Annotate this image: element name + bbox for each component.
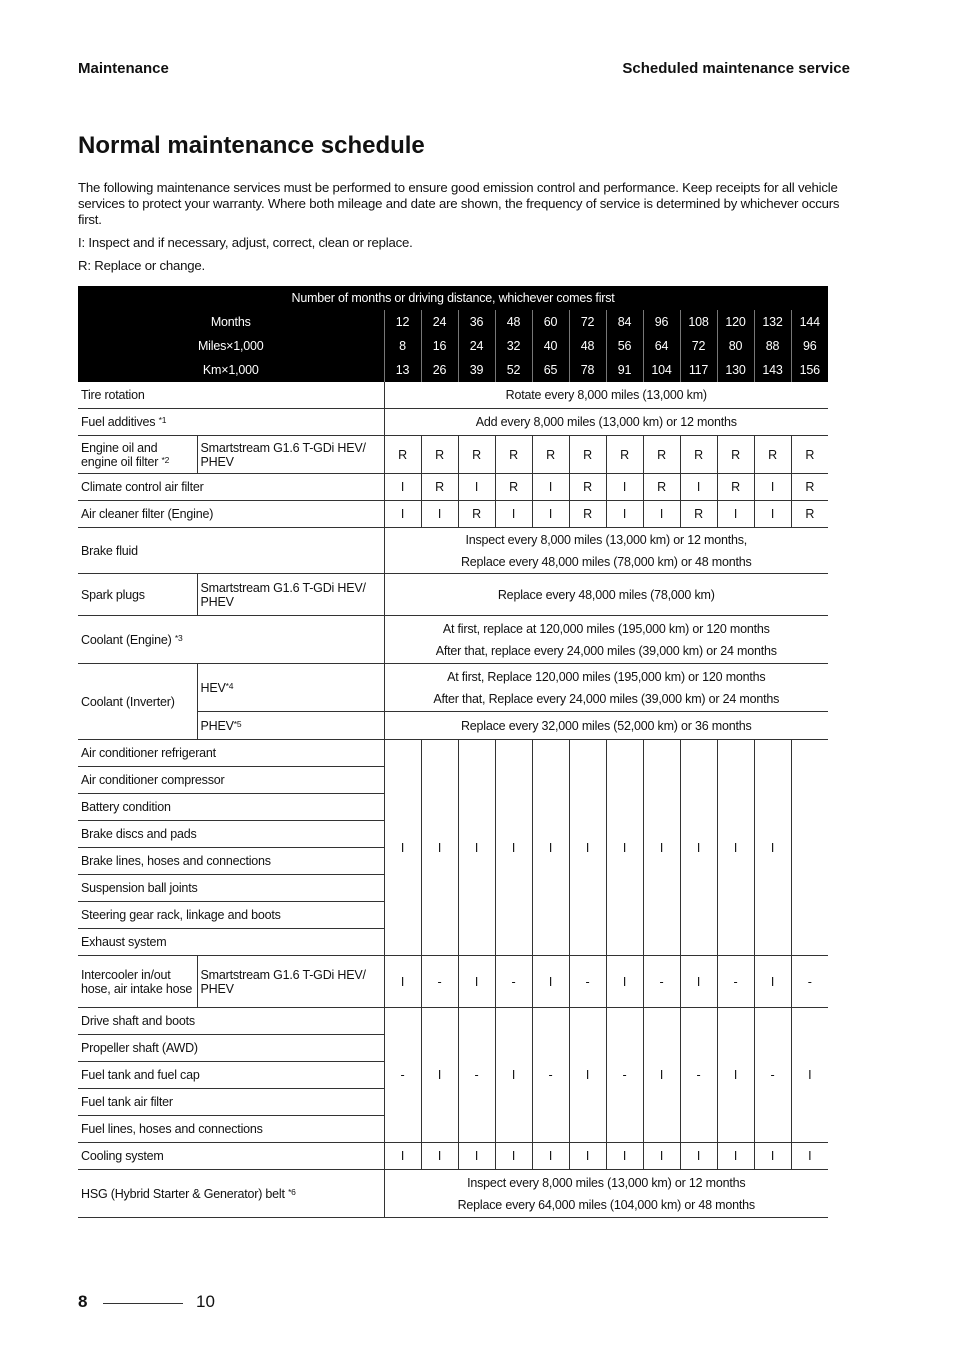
row-text: Rotate every 8,000 miles (13,000 km) xyxy=(384,382,828,409)
interval-value: I xyxy=(754,740,791,956)
interval-value: - xyxy=(384,1008,421,1143)
interval-value: - xyxy=(717,956,754,1008)
table-row xyxy=(78,1008,828,1035)
footnote-marker: *3 xyxy=(174,632,183,643)
interval-value: - xyxy=(421,956,458,1008)
interval-value: R xyxy=(458,501,495,528)
row-label: Brake lines, hoses and connections xyxy=(78,848,384,875)
row-text: Replace every 32,000 miles (52,000 km) or 36 months xyxy=(384,712,828,740)
interval-value: I xyxy=(680,1143,717,1170)
row-label: Climate control air filter xyxy=(78,474,384,501)
interval-value: I xyxy=(754,501,791,528)
interval-label: Miles×1,000 xyxy=(78,334,384,358)
table-row xyxy=(78,501,828,528)
interval-header-value: 96 xyxy=(643,310,680,334)
interval-value: R xyxy=(717,436,754,474)
interval-value: - xyxy=(495,956,532,1008)
legend-replace: R: Replace or change. xyxy=(78,258,206,273)
interval-value: I xyxy=(495,740,532,956)
intro-text xyxy=(78,180,850,281)
footnote-marker: *1 xyxy=(158,415,167,425)
row-label: Coolant (Inverter) xyxy=(78,664,197,740)
maintenance-schedule-table xyxy=(78,286,828,1218)
row-label: Fuel lines, hoses and connections xyxy=(78,1116,384,1143)
engine-label xyxy=(197,664,384,712)
interval-value: I xyxy=(680,740,717,956)
interval-header-value: 117 xyxy=(680,358,717,382)
row-label-text: Coolant (Engine) xyxy=(81,632,175,647)
interval-value: I xyxy=(532,1143,569,1170)
interval-value: - xyxy=(791,956,828,1008)
legend-inspect: I: Inspect and if necessary, adjust, correct, clean or replace. xyxy=(78,235,413,250)
interval-value: R xyxy=(754,436,791,474)
interval-header-value: 144 xyxy=(791,310,828,334)
interval-value: I xyxy=(606,474,643,501)
interval-header-value: 40 xyxy=(532,334,569,358)
page-footer xyxy=(78,1292,278,1316)
interval-value: I xyxy=(532,474,569,501)
row-label: Drive shaft and boots xyxy=(78,1008,384,1035)
interval-header-value: 88 xyxy=(754,334,791,358)
interval-header-value: 8 xyxy=(384,334,421,358)
row-label: Steering gear rack, linkage and boots xyxy=(78,902,384,929)
interval-header-value: 80 xyxy=(717,334,754,358)
interval-header-value: 60 xyxy=(532,310,569,334)
page-number-secondary: 10 xyxy=(196,1292,215,1311)
row-label-text xyxy=(81,455,194,469)
table-row xyxy=(78,409,828,436)
table-row xyxy=(78,1143,828,1170)
interval-value: I xyxy=(643,740,680,956)
interval-value: I xyxy=(717,1008,754,1143)
row-label: Air conditioner refrigerant xyxy=(78,740,384,767)
interval-header-value: 96 xyxy=(791,334,828,358)
interval-value: I xyxy=(384,740,421,956)
table-row xyxy=(78,664,828,712)
interval-header-value: 24 xyxy=(458,334,495,358)
interval-label: Months xyxy=(78,310,384,334)
cell-line: After that, replace every 24,000 miles (39,000 km) or 24 months xyxy=(435,643,777,658)
interval-value: - xyxy=(458,1008,495,1143)
row-label: Suspension ball joints xyxy=(78,875,384,902)
table-row xyxy=(78,956,828,1008)
row-label: Tire rotation xyxy=(78,382,384,409)
row-label-text: HSG (Hybrid Starter & Generator) belt xyxy=(81,1186,289,1201)
interval-header-value: 16 xyxy=(421,334,458,358)
section-title: Maintenance xyxy=(78,60,169,77)
empty-cell xyxy=(791,740,828,956)
interval-header-value: 120 xyxy=(717,310,754,334)
interval-value: I xyxy=(421,501,458,528)
cell-line: Replace every 48,000 miles (78,000 km) or 48 months xyxy=(460,554,752,569)
table-row xyxy=(78,1170,828,1218)
interval-value: I xyxy=(754,956,791,1008)
interval-value: - xyxy=(569,956,606,1008)
intro-paragraph: The following maintenance services must be performed to ensure good emission control and performance. Keep receipts for all vehicle services to protect your warranty. Where both mileage and date are shown, the frequency of service is determined by whichever occurs first. xyxy=(78,180,840,227)
row-label: Intercooler in/out hose, air intake hose xyxy=(78,956,197,1008)
row-label-text: Engine oil and xyxy=(81,440,158,455)
row-label: Brake fluid xyxy=(78,528,384,574)
table-row xyxy=(78,436,828,474)
interval-value: I xyxy=(532,501,569,528)
interval-value: I xyxy=(717,740,754,956)
row-label-text: Fuel additives xyxy=(81,415,159,429)
engine-label: Smartstream G1.6 T-GDi HEV/ PHEV xyxy=(197,436,384,474)
interval-value: I xyxy=(532,740,569,956)
footnote-marker: *2 xyxy=(161,454,170,465)
interval-value: I xyxy=(384,1143,421,1170)
interval-value: - xyxy=(606,1008,643,1143)
row-label xyxy=(78,409,384,436)
interval-value: I xyxy=(643,501,680,528)
interval-header-value: 64 xyxy=(643,334,680,358)
interval-header-value: 12 xyxy=(384,310,421,334)
cell-line: Inspect every 8,000 miles (13,000 km) or 12 months xyxy=(467,1175,746,1190)
row-label xyxy=(78,1170,384,1218)
interval-header-value: 36 xyxy=(458,310,495,334)
interval-header-value: 130 xyxy=(717,358,754,382)
row-label: Brake discs and pads xyxy=(78,821,384,848)
interval-value: I xyxy=(717,1143,754,1170)
interval-value: R xyxy=(495,474,532,501)
chapter-title: Scheduled maintenance service xyxy=(622,60,850,77)
interval-value: R xyxy=(643,474,680,501)
interval-header-value: 72 xyxy=(569,310,606,334)
cell-line: After that, Replace every 24,000 miles (39,000 km) or 24 months xyxy=(433,691,780,706)
interval-header-value: 56 xyxy=(606,334,643,358)
interval-value: R xyxy=(569,474,606,501)
interval-value: I xyxy=(569,1143,606,1170)
interval-value: I xyxy=(458,474,495,501)
page-header xyxy=(78,60,850,80)
interval-value: I xyxy=(643,1143,680,1170)
interval-value: R xyxy=(791,474,828,501)
row-label: Spark plugs xyxy=(78,574,197,616)
cell-line: Replace every 64,000 miles (104,000 km) or 48 months xyxy=(457,1197,755,1212)
footer-divider xyxy=(103,1303,183,1304)
interval-value: I xyxy=(421,1008,458,1143)
interval-value: I xyxy=(458,956,495,1008)
table-row xyxy=(78,382,828,409)
footnote-marker: *4 xyxy=(225,680,234,691)
row-label-text: PHEV xyxy=(200,718,234,733)
row-label-text: HEV xyxy=(200,680,226,695)
row-label: Battery condition xyxy=(78,794,384,821)
interval-value: R xyxy=(532,436,569,474)
interval-value: R xyxy=(569,436,606,474)
interval-value: I xyxy=(495,501,532,528)
engine-label: Smartstream G1.6 T-GDi HEV/ PHEV xyxy=(197,574,384,616)
cell-line: Inspect every 8,000 miles (13,000 km) or 12 months, xyxy=(465,532,748,547)
interval-value: I xyxy=(680,956,717,1008)
cell-line: At first, replace at 120,000 miles (195,000 km) or 120 months xyxy=(442,621,770,636)
interval-value: I xyxy=(532,956,569,1008)
row-text xyxy=(384,664,828,712)
interval-value: R xyxy=(606,436,643,474)
row-label: Cooling system xyxy=(78,1143,384,1170)
interval-header-value: 104 xyxy=(643,358,680,382)
interval-value: I xyxy=(569,1008,606,1143)
row-label: Exhaust system xyxy=(78,929,384,956)
interval-value: R xyxy=(495,436,532,474)
interval-value: I xyxy=(495,1143,532,1170)
row-label xyxy=(78,616,384,664)
interval-header-value: 65 xyxy=(532,358,569,382)
interval-value: I xyxy=(569,740,606,956)
interval-row xyxy=(78,310,828,334)
interval-value: I xyxy=(421,1143,458,1170)
interval-value: I xyxy=(421,740,458,956)
table-row xyxy=(78,740,828,767)
row-label-text: engine oil filter xyxy=(81,454,162,469)
page-number: 8 xyxy=(78,1292,88,1311)
interval-value: I xyxy=(606,501,643,528)
row-label: Air cleaner filter (Engine) xyxy=(78,501,384,528)
interval-header-value: 72 xyxy=(680,334,717,358)
interval-value: R xyxy=(791,436,828,474)
interval-value: - xyxy=(680,1008,717,1143)
interval-header-value: 48 xyxy=(569,334,606,358)
interval-value: R xyxy=(384,436,421,474)
interval-value: R xyxy=(680,501,717,528)
interval-header-value: 39 xyxy=(458,358,495,382)
table-row xyxy=(78,574,828,616)
interval-header-value: 78 xyxy=(569,358,606,382)
interval-value: I xyxy=(458,1143,495,1170)
interval-value: - xyxy=(532,1008,569,1143)
interval-value: I xyxy=(384,956,421,1008)
interval-value: R xyxy=(458,436,495,474)
table-row xyxy=(78,528,828,574)
interval-value: I xyxy=(458,740,495,956)
footnote-marker: *5 xyxy=(233,718,242,729)
interval-header-value: 91 xyxy=(606,358,643,382)
interval-header-value: 108 xyxy=(680,310,717,334)
interval-value: - xyxy=(754,1008,791,1143)
interval-value: I xyxy=(606,740,643,956)
interval-header-value: 24 xyxy=(421,310,458,334)
interval-header-value: 143 xyxy=(754,358,791,382)
row-label: Air conditioner compressor xyxy=(78,767,384,794)
row-label xyxy=(78,436,197,474)
interval-value: R xyxy=(791,501,828,528)
interval-value: R xyxy=(421,474,458,501)
interval-value: R xyxy=(569,501,606,528)
row-text: Replace every 48,000 miles (78,000 km) xyxy=(384,574,828,616)
table-top-header: Number of months or driving distance, whichever comes first xyxy=(78,286,828,310)
interval-value: - xyxy=(643,956,680,1008)
row-label: Fuel tank air filter xyxy=(78,1089,384,1116)
interval-header-value: 132 xyxy=(754,310,791,334)
interval-value: I xyxy=(643,1008,680,1143)
page-title: Normal maintenance schedule xyxy=(78,132,425,159)
table-row xyxy=(78,474,828,501)
engine-label: Smartstream G1.6 T-GDi HEV/ PHEV xyxy=(197,956,384,1008)
interval-header-value: 32 xyxy=(495,334,532,358)
interval-value: I xyxy=(384,501,421,528)
interval-header-value: 13 xyxy=(384,358,421,382)
row-label: Fuel tank and fuel cap xyxy=(78,1062,384,1089)
engine-label xyxy=(197,712,384,740)
interval-value: I xyxy=(754,474,791,501)
interval-header-value: 52 xyxy=(495,358,532,382)
cell-line: At first, Replace 120,000 miles (195,000 km) or 120 months xyxy=(447,669,766,684)
interval-header-value: 48 xyxy=(495,310,532,334)
header-row xyxy=(78,286,828,310)
interval-value: I xyxy=(791,1008,828,1143)
interval-value: R xyxy=(643,436,680,474)
row-text xyxy=(384,528,828,574)
interval-value: I xyxy=(717,501,754,528)
interval-row xyxy=(78,334,828,358)
interval-value: I xyxy=(791,1143,828,1170)
interval-value: I xyxy=(606,1143,643,1170)
interval-value: I xyxy=(384,474,421,501)
interval-value: R xyxy=(680,436,717,474)
interval-row xyxy=(78,358,828,382)
interval-header-value: 156 xyxy=(791,358,828,382)
interval-value: I xyxy=(495,1008,532,1143)
row-text xyxy=(384,616,828,664)
interval-value: I xyxy=(754,1143,791,1170)
interval-value: I xyxy=(606,956,643,1008)
row-text: Add every 8,000 miles (13,000 km) or 12 months xyxy=(384,409,828,436)
interval-value: I xyxy=(680,474,717,501)
interval-label: Km×1,000 xyxy=(78,358,384,382)
interval-value: R xyxy=(421,436,458,474)
interval-header-value: 26 xyxy=(421,358,458,382)
row-label: Propeller shaft (AWD) xyxy=(78,1035,384,1062)
row-text xyxy=(384,1170,828,1218)
interval-header-value: 84 xyxy=(606,310,643,334)
footnote-marker: *6 xyxy=(288,1186,296,1197)
table-row xyxy=(78,616,828,664)
interval-value: R xyxy=(717,474,754,501)
